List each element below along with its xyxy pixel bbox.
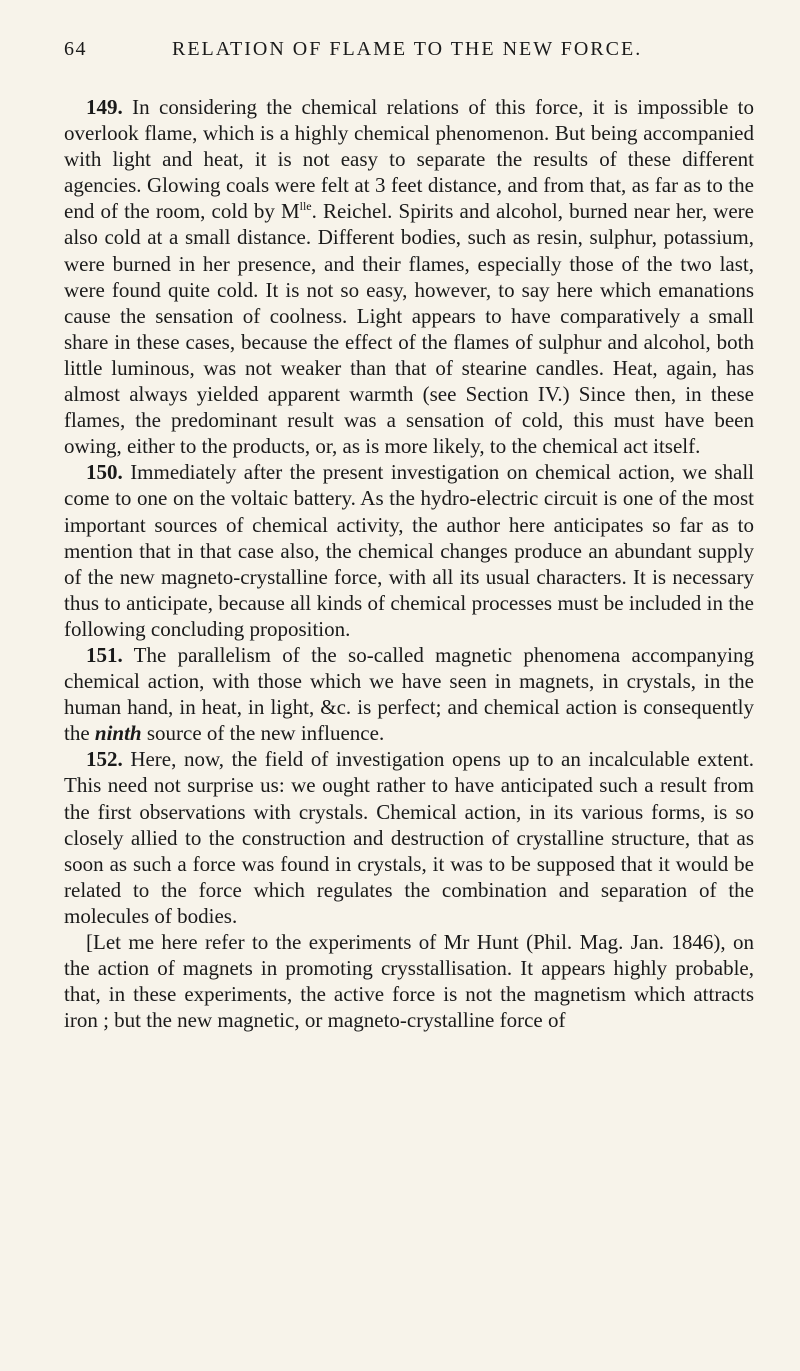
paragraph-text: Here, now, the field of investigation opens up to an incalculable extent. This need not surprise us: we ought rather to have anticipated such a result from the first observations with crystals. Chemical action, in its various forms, is so closely allied to the construction and destruction of crystalline structure, that as soon as such a force was found in crystals, it was to be supposed that it would be related to the force which regulates the combination and separation of the molecules of bodies.	[64, 747, 754, 928]
paragraph-number: 149.	[86, 95, 123, 119]
paragraph-149	[64, 94, 754, 459]
paragraph-number: 151.	[86, 642, 123, 667]
paragraph-152	[64, 746, 754, 929]
paragraph-text: Immediately after the present investigation on chemical action, we shall come to one on the voltaic battery. As the hydro-electric circuit is one of the most important sources of chemical activity, the author here anticipates so far as to mention that in that case also, the chemical changes produce an abundant supply of the new magneto-crystalline force, with all its usual characters. It is necessary thus to anticipate, because all kinds of chemical processes must be included in the following concluding proposition.	[64, 460, 754, 641]
page-number: 64	[64, 38, 87, 60]
paragraph-text: In considering the chemical relations of this force, it is impossible to overlook flame, which is a highly chemical phenomenon. But being accompanied with light and heat, it is not easy to separate the results of these different agencies. Glowing coals were felt at 3 feet distance, and from that, as far as to the end of the room, cold by M	[64, 95, 754, 224]
paragraph-number: 150.	[86, 460, 123, 485]
running-title: RELATION OF FLAME TO THE NEW FORCE.	[172, 38, 643, 60]
book-page	[64, 38, 754, 1033]
emphasis-ninth: ninth	[94, 721, 142, 746]
paragraph-150	[64, 459, 754, 642]
body-text	[64, 94, 754, 1033]
superscript-abbrev: lle	[299, 199, 312, 214]
paragraph-text: [Let me here refer to the experiments of Mr Hunt (Phil. Mag. Jan. 1846), on the action of magnets in promoting crysstallisation. It appears highly probable, that, in these experiments, the active force is not the magnetism which attracts iron ; but the new magnetic, or magneto-crystalline force of	[64, 930, 754, 1033]
paragraph-text-continued: . Reichel. Spirits and alcohol, burned near her, were also cold at a small distance. Different bodies, such as resin, sulphur, potassium, were burned in her presence, and their flames, especially those of the two last, were found quite cold. It is not so easy, however, to say here which emanations cause the sensation of coolness. Light appears to have comparatively a small share in these cases, because the effect of the flames of sulphur and alcohol, both little luminous, was not weaker than that of stearine candles. Heat, again, has almost always yielded apparent warmth (see Section IV.) Since then, in these flames, the predominant result was a sensation of cold, this must have been owing, either to the products, or, as is more likely, to the chemical act itself.	[64, 199, 754, 459]
paragraph-note	[64, 929, 754, 1033]
paragraph-151	[64, 642, 754, 746]
paragraph-text-continued: source of the new influence.	[141, 721, 385, 746]
paragraph-number: 152.	[86, 747, 123, 772]
running-head	[64, 38, 754, 76]
paragraph-text: The parallelism of the so-called magnetic phenomena accompanying chemical action, with those which we have seen in magnets, in crystals, in the human hand, in heat, in light, &c. is perfect; and chemical action is consequently the	[64, 642, 754, 746]
